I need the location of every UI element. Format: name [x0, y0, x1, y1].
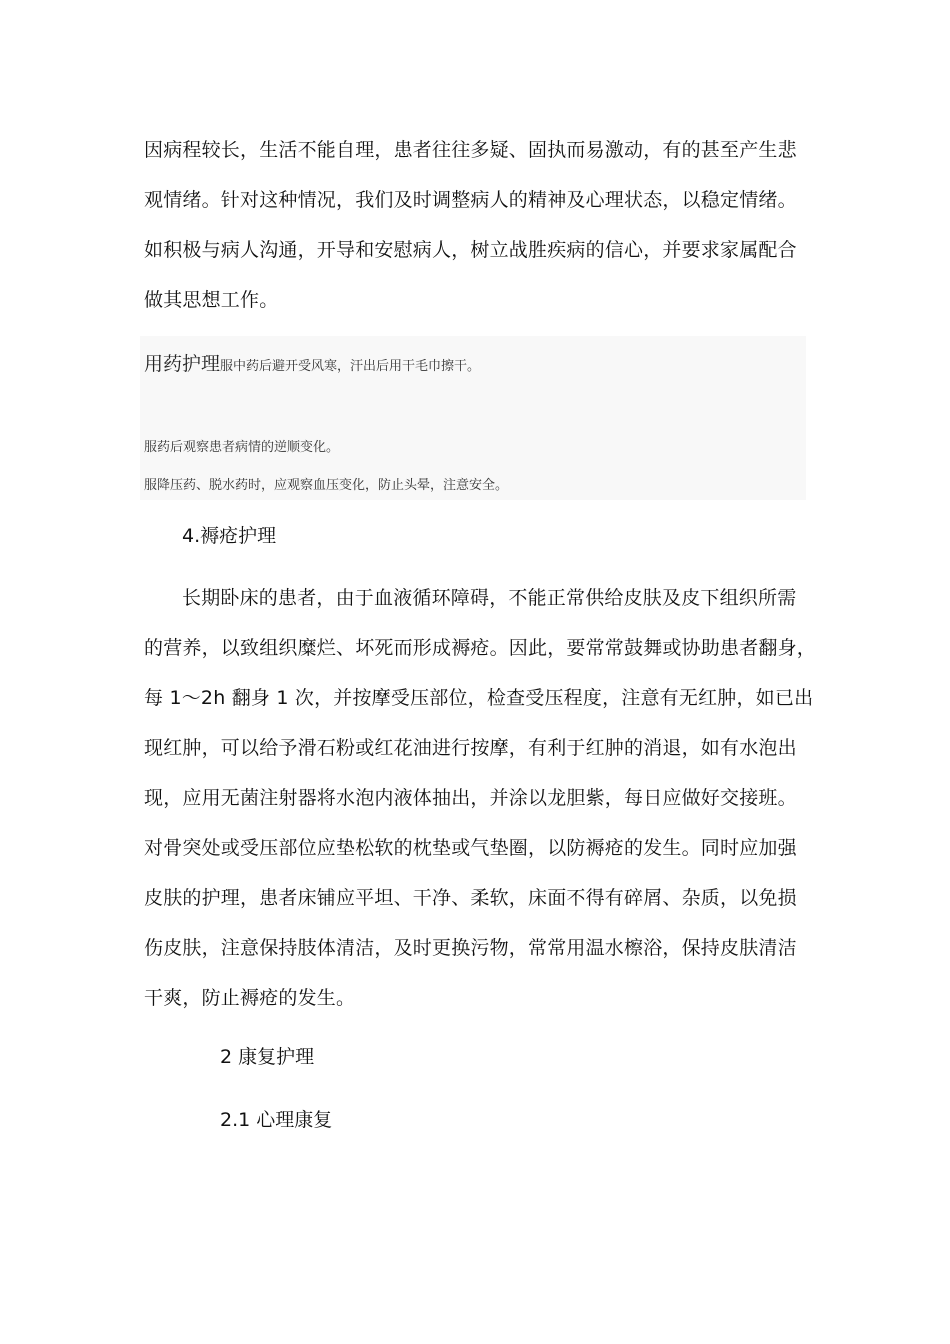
medication-title-line — [144, 349, 480, 376]
paragraph-line: 每 1～2h 翻身 1 次，并按摩受压部位，检查受压程度，注意有无红肿，如已出 — [144, 687, 814, 709]
paragraph-line: 的营养，以致组织糜烂、坏死而形成褥疮。因此，要常常鼓舞或协助患者翻身， — [144, 637, 817, 659]
medication-line: 服降压药、脱水药时，应观察血压变化，防止头晕，注意安全。 — [144, 478, 509, 493]
paragraph-line: 干爽，防止褥疮的发生。 — [144, 987, 356, 1009]
paragraph-line: 皮肤的护理，患者床铺应平坦、干净、柔软，床面不得有碎屑、杂质，以免损 — [144, 887, 797, 909]
paragraph-line: 如积极与病人沟通，开导和安慰病人，树立战胜疾病的信心，并要求家属配合 — [144, 239, 797, 261]
bedsore-heading: 4.褥疮护理 — [182, 525, 277, 547]
paragraph-line: 现红肿，可以给予滑石粉或红花油进行按摩，有利于红肿的消退，如有水泡出 — [144, 737, 797, 759]
paragraph-line: 观情绪。针对这种情况，我们及时调整病人的精神及心理状态，以稳定情绪。 — [144, 189, 797, 211]
paragraph-line: 长期卧床的患者，由于血液循环障碍，不能正常供给皮肤及皮下组织所需 — [182, 587, 797, 609]
paragraph-line: 对骨突处或受压部位应垫松软的枕垫或气垫圈，以防褥疮的发生。同时应加强 — [144, 837, 797, 859]
paragraph-line: 伤皮肤，注意保持肢体清洁，及时更换污物，常常用温水檫浴，保持皮肤清洁 — [144, 937, 797, 959]
medication-title-note: 服中药后避开受风寒，汗出后用干毛巾擦干。 — [220, 359, 481, 374]
paragraph-line: 做其思想工作。 — [144, 289, 279, 311]
paragraph-line: 因病程较长，生活不能自理，患者往往多疑、固执而易激动，有的甚至产生悲 — [144, 139, 797, 161]
medication-line: 服药后观察患者病情的逆顺变化。 — [144, 440, 340, 455]
paragraph-line: 现，应用无菌注射器将水泡内液体抽出，并涂以龙胆紫，每日应做好交接班。 — [144, 787, 797, 809]
rehab-heading: 2 康复护理 — [220, 1046, 315, 1068]
medication-title: 用药护理 — [144, 353, 221, 375]
rehab-subheading: 2.1 心理康复 — [220, 1109, 333, 1131]
